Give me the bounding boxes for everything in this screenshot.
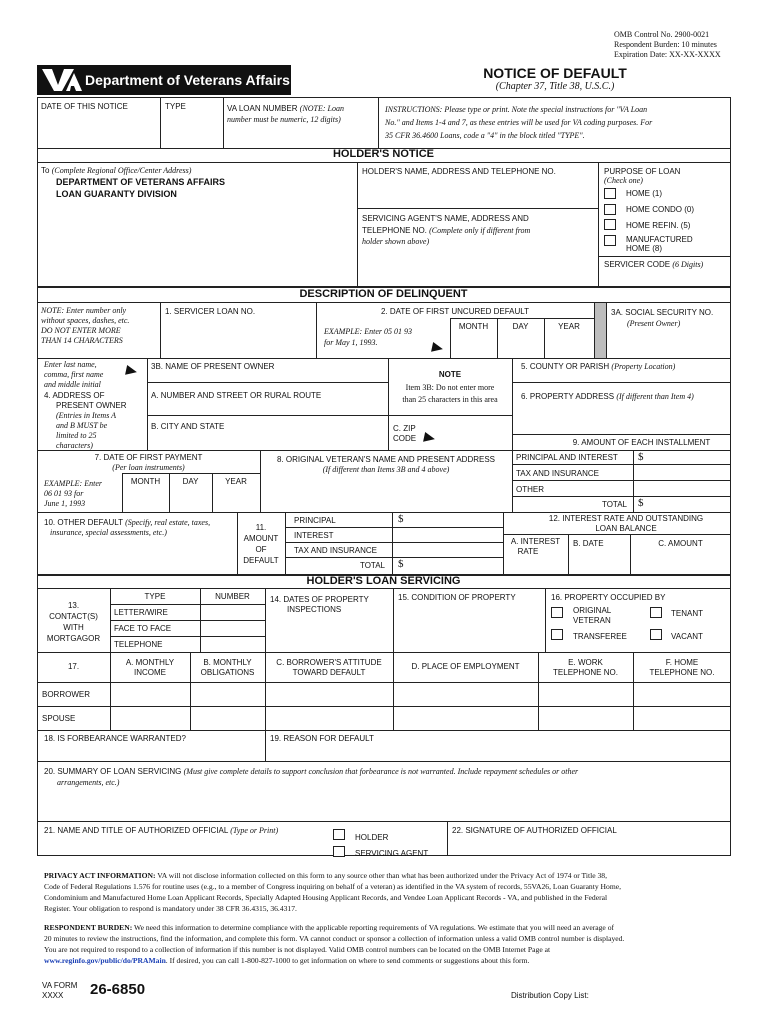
occupied-by-label: 16. PROPERTY OCCUPIED BY (551, 593, 666, 602)
servicer-code-field[interactable] (600, 270, 729, 285)
monthly-obligations-label-2: OBLIGATIONS (200, 668, 255, 677)
transferee-checkbox[interactable] (551, 629, 563, 640)
purpose-home-condo-checkbox[interactable] (604, 204, 616, 215)
arrow-icon (423, 432, 436, 444)
attitude-label: C. BORROWER'S ATTITUDE (276, 658, 382, 667)
servicing-agent-checkbox[interactable] (333, 846, 345, 857)
forbearance-field[interactable] (40, 745, 262, 759)
purpose-home-refin-checkbox[interactable] (604, 219, 616, 230)
va-loan-number-field[interactable] (226, 127, 376, 147)
arrow-icon (431, 342, 444, 354)
privacy-act-text: PRIVACY ACT INFORMATION: VA will not disclose information collected on this form to any source other than what has been authorized under the Privacy Act of 1974 or Title 38, Code of Federal Regulations 1.576 for routine uses (e.g., to a member of Congress inquiring on behalf of a veteran) as identified in the VA system of records, 55VA26, Loan Guaranty Home, Condominium and Manufactured Home Loan Applicant Records, Specially Adapted Housing Applicant Records, and Vendee Loan Applicant Records - VA, and published in the Federal Register. Your obligation to respond is mandatory under 38 CFR 36.4315, 36.4317. (44, 871, 621, 913)
summary-label: 20. SUMMARY OF LOAN SERVICING (44, 767, 182, 776)
servicer-loan-field[interactable] (163, 318, 313, 356)
division-address: LOAN GUARANTY DIVISION (56, 189, 177, 199)
work-telephone-label: E. WORK (568, 658, 603, 667)
forbearance-label: 18. IS FORBEARANCE WARRANTED? (44, 734, 186, 743)
type-label: TYPE (165, 102, 186, 111)
purpose-home-label: HOME (1) (626, 189, 662, 198)
present-owner-label: 3B. NAME OF PRESENT OWNER (151, 362, 275, 371)
note-body-1: Item 3B: Do not enter more (405, 383, 495, 392)
dollar-sign: $ (398, 513, 404, 525)
agency-name: Department of Veterans Affairs (85, 72, 290, 88)
date-of-notice-field[interactable] (40, 114, 158, 146)
interest-rate-a-label-2: RATE (517, 547, 539, 556)
property-address-label: 6. PROPERTY ADDRESS (521, 392, 615, 401)
monthly-income-label-2: INCOME (134, 668, 166, 677)
default-interest-label: INTEREST (294, 531, 334, 540)
face-to-face-label: FACE TO FACE (114, 624, 172, 633)
zip-label-2: CODE (393, 434, 417, 443)
purpose-check-one: (Check one) (604, 176, 643, 185)
example-2-line1: EXAMPLE: Enter 05 01 93 (324, 327, 412, 336)
home-telephone-label: F. HOME (665, 658, 699, 667)
item-17-label: 17. (67, 662, 80, 671)
omb-link[interactable]: www.reginfo.gov/public/do/PRAMain (44, 956, 166, 965)
condition-label: 15. CONDITION OF PROPERTY (398, 593, 516, 602)
purpose-home-condo-label: HOME CONDO (0) (626, 205, 694, 214)
summary-field[interactable] (40, 790, 728, 819)
work-telephone-label-2: TELEPHONE NO. (553, 668, 618, 677)
type-field[interactable] (163, 114, 221, 146)
original-veteran-label: 8. ORIGINAL VETERAN'S NAME AND PRESENT ADDRESS (276, 455, 496, 464)
street-label: A. NUMBER AND STREET OR RURAL ROUTE (151, 391, 322, 400)
note-title: NOTE (438, 370, 462, 379)
holder-name-label: HOLDER'S NAME, ADDRESS AND TELEPHONE NO. (362, 167, 556, 176)
default-tax-insurance-label: TAX AND INSURANCE (294, 546, 377, 555)
installment-amounts-field[interactable] (636, 452, 729, 510)
expiration-date: Expiration Date: XX-XX-XXXX (614, 50, 721, 59)
form-number: 26-6850 (90, 981, 146, 998)
property-address-note: (If different than Item 4) (616, 392, 694, 401)
original-veteran-note: (If different than Items 3B and 4 above) (322, 465, 450, 474)
purpose-of-loan-label: PURPOSE OF LOAN (604, 167, 681, 176)
servicing-agent-option: SERVICING AGENT (355, 849, 429, 858)
inspections-field[interactable] (268, 617, 390, 650)
delinquent-heading: DESCRIPTION OF DELINQUENT (299, 288, 468, 300)
respondent-burden-text: RESPONDENT BURDEN: We need this information to determine compliance with the applicable reporting requirements of VA regulations. We estimate that you will need an average of 20 minutes to review the instructions, find the information, and complete this form. VA cannot conduct or sponsor a collection of information unless a valid OMB control number is displayed. You are not required to respond to a collection of information if this number is not displayed. Valid OMB control numbers can be located on the OMB Internet Page at www.reginfo.gov/public/do/PRAMain. If desired, you can call 1-800-827-1000 to get information on where to send comments or suggestions about this form. (44, 923, 625, 965)
home-telephone-label-2: TELEPHONE NO. (649, 668, 715, 677)
county-field[interactable] (515, 372, 728, 382)
loan-number-note: number must be numeric, 12 digits) (227, 115, 341, 124)
interest-rate-label: 12. INTEREST RATE AND OUTSTANDING (548, 514, 704, 523)
holder-checkbox[interactable] (333, 829, 345, 840)
servicer-code-note: (6 Digits) (672, 260, 704, 269)
date-first-uncured-label: 2. DATE OF FIRST UNCURED DEFAULT (380, 307, 529, 316)
chapter-ref: (Chapter 37, Title 38, U.S.C.) (495, 81, 615, 92)
servicing-agent-field[interactable] (360, 250, 596, 284)
instructions-3: 35 CFR 36.4600 Loans, code a "4" in the block titled "TYPE". (385, 131, 585, 140)
inspections-label-2: INSPECTIONS (287, 605, 342, 614)
attitude-label-2: TOWARD DEFAULT (292, 668, 366, 677)
omb-control: OMB Control No. 2900-0021 (614, 30, 710, 39)
example-2-line2: for May 1, 1993. (324, 338, 378, 347)
contacts-label: 13. CONTACT(S) WITH MORTGAGOR (46, 601, 101, 643)
form-title: NOTICE OF DEFAULT (483, 65, 627, 81)
day-label-2: DAY (512, 322, 529, 331)
transferee-option: TRANSFEREE (573, 632, 627, 641)
servicing-agent-label: SERVICING AGENT'S NAME, ADDRESS AND (362, 214, 529, 223)
servicer-code-label: SERVICER CODE (604, 260, 671, 269)
c-amount-label: C. AMOUNT (658, 539, 703, 548)
purpose-home-refin-label: HOME REFIN. (5) (626, 221, 691, 230)
va-form-date: XXXX (42, 991, 64, 1000)
va-logo-banner (37, 65, 291, 95)
loan-number-label: VA LOAN NUMBER (227, 104, 298, 113)
original-veteran-option-2: VETERAN (573, 616, 611, 625)
to-label: To (41, 166, 50, 175)
address-present-owner-label: 4. ADDRESS OF PRESENT OWNER (Entries in Items A and B MUST be limited to 25 characters) (44, 391, 127, 450)
vacant-checkbox[interactable] (650, 629, 662, 640)
servicer-loan-label: 1. SERVICER LOAN NO. (165, 307, 256, 316)
loan-balance-label: LOAN BALANCE (595, 524, 657, 533)
other-default-label: 10. OTHER DEFAULT (44, 518, 123, 527)
monthly-income-label: A. MONTHLY (125, 658, 175, 667)
tenant-checkbox[interactable] (650, 607, 662, 618)
year-label-2: YEAR (558, 322, 580, 331)
default-amounts-field[interactable] (395, 514, 501, 572)
original-veteran-option: ORIGINAL (573, 606, 612, 615)
first-payment-label: 7. DATE OF FIRST PAYMENT (94, 453, 203, 462)
note-body-2: than 25 characters in this area (402, 395, 498, 404)
other-default-note: (Specify, real estate, taxes, (125, 518, 211, 527)
present-owner-field[interactable] (150, 372, 385, 382)
other-default-field[interactable] (40, 540, 235, 572)
vacant-option: VACANT (671, 632, 703, 641)
purpose-manufactured-label-2: HOME (8) (626, 244, 662, 253)
reason-label: 19. REASON FOR DEFAULT (270, 734, 374, 743)
street-field[interactable] (150, 402, 385, 414)
tax-insurance-label: TAX AND INSURANCE (516, 469, 599, 478)
rate-balance-field[interactable] (506, 558, 728, 572)
city-state-field[interactable] (150, 433, 385, 448)
interest-rate-a-label: A. INTEREST (510, 537, 561, 546)
county-note: (Property Location) (611, 362, 676, 371)
servicer-loan-note: NOTE: Enter number only without spaces, dashes, etc. DO NOT ENTER MORE THAN 14 CHARACTERS (41, 306, 130, 345)
arrow-icon (125, 365, 138, 377)
date-of-notice-label: DATE OF THIS NOTICE (41, 102, 128, 111)
county-label: 5. COUNTY OR PARISH (521, 362, 610, 371)
telephone-label: TELEPHONE (114, 640, 163, 649)
signature-field[interactable] (450, 838, 728, 854)
respondent-burden-header: Respondent Burden: 10 minutes (614, 40, 717, 49)
purpose-manufactured-checkbox[interactable] (604, 235, 616, 246)
spouse-label: SPOUSE (42, 714, 76, 723)
holder-name-field[interactable] (360, 178, 596, 208)
purpose-manufactured-label: MANUFACTURED (626, 235, 693, 244)
spouse-row-field[interactable] (112, 708, 729, 729)
dollar-sign: $ (398, 558, 404, 570)
date-first-uncured-field[interactable] (453, 334, 591, 356)
dollar-sign: $ (638, 451, 644, 463)
dollar-sign: $ (638, 497, 644, 509)
instructions-1: INSTRUCTIONS: Please type or print. Note the special instructions for "VA Loan (385, 105, 648, 114)
dept-address: DEPARTMENT OF VETERANS AFFAIRS (56, 177, 226, 187)
instructions-2: No." and Items 1-4 and 7, as these entries will be used for VA coding purposes. For (385, 118, 653, 127)
signature-label: 22. SIGNATURE OF AUTHORIZED OFFICIAL (452, 826, 617, 835)
property-address-field[interactable] (515, 404, 728, 432)
ssn-note: (Present Owner) (627, 319, 681, 328)
servicing-agent-note-2: holder shown above) (362, 237, 430, 246)
holder-option: HOLDER (355, 833, 389, 842)
borrower-label: BORROWER (42, 690, 90, 699)
official-note: (Type or Print) (230, 826, 279, 835)
month-label-2: MONTH (458, 322, 489, 331)
to-note: (Complete Regional Office/Center Address) (51, 166, 192, 175)
zip-label: C. ZIP (393, 424, 416, 433)
ssn-label: 3A. SOCIAL SECURITY NO. (611, 308, 714, 317)
contact-numbers-field[interactable] (203, 606, 263, 650)
original-veteran-checkbox[interactable] (551, 607, 563, 618)
name-entry-note: Enter last name, comma, first name and middle initial (44, 360, 104, 389)
day-label-7: DAY (182, 477, 199, 486)
reason-field[interactable] (268, 745, 728, 759)
amount-of-default-label: 11. AMOUNT OF DEFAULT (243, 523, 279, 565)
distribution-copy-list: Distribution Copy List: (511, 991, 589, 1000)
city-state-label: B. CITY AND STATE (151, 422, 225, 431)
tenant-option: TENANT (671, 609, 703, 618)
servicing-agent-tel: TELEPHONE NO. (362, 226, 427, 235)
first-payment-note: (Per loan instruments) (112, 463, 185, 472)
b-date-label: B. DATE (573, 539, 604, 548)
original-veteran-field[interactable] (263, 477, 509, 510)
summary-note: (Must give complete details to support conclusion that forbearance is not warranted. Include repayment schedules or other (183, 767, 579, 776)
holders-notice-heading: HOLDER'S NOTICE (332, 148, 434, 160)
summary-note-2: arrangements, etc.) (57, 778, 120, 787)
first-payment-field[interactable] (125, 489, 258, 510)
installment-total-label: TOTAL (601, 500, 627, 509)
purpose-home-checkbox[interactable] (604, 188, 616, 199)
ssn-field[interactable] (608, 330, 729, 356)
month-label-7: MONTH (130, 477, 161, 486)
principal-interest-label: PRINCIPAL AND INTEREST (516, 453, 618, 462)
default-principal-label: PRINCIPAL (294, 516, 336, 525)
letter-wire-label: LETTER/WIRE (114, 608, 168, 617)
contact-number-label: NUMBER (215, 592, 250, 601)
example-7: EXAMPLE: Enter 06 01 93 for June 1, 1993 (44, 479, 102, 508)
other-default-note-2: insurance, special assessments, etc.) (50, 528, 167, 537)
shaded-block (594, 303, 606, 358)
servicing-agent-note: (Complete only if different from (429, 226, 531, 235)
year-label-7: YEAR (225, 477, 247, 486)
loan-servicing-heading: HOLDER'S LOAN SERVICING (306, 575, 461, 587)
borrower-row-field[interactable] (112, 684, 729, 706)
official-label: 21. NAME AND TITLE OF AUTHORIZED OFFICIAL (44, 826, 229, 835)
va-form-label: VA FORM (42, 981, 78, 990)
inspections-label: 14. DATES OF PROPERTY (270, 595, 369, 604)
contact-type-label: TYPE (144, 592, 166, 601)
other-label: OTHER (516, 485, 544, 494)
condition-field[interactable] (396, 604, 542, 650)
default-total-label: TOTAL (359, 561, 385, 570)
va-seal-icon (40, 67, 86, 93)
employment-label: D. PLACE OF EMPLOYMENT (411, 662, 520, 671)
official-name-field[interactable] (40, 838, 325, 854)
installment-label: 9. AMOUNT OF EACH INSTALLMENT (572, 438, 711, 447)
monthly-obligations-label: B. MONTHLY (203, 658, 252, 667)
